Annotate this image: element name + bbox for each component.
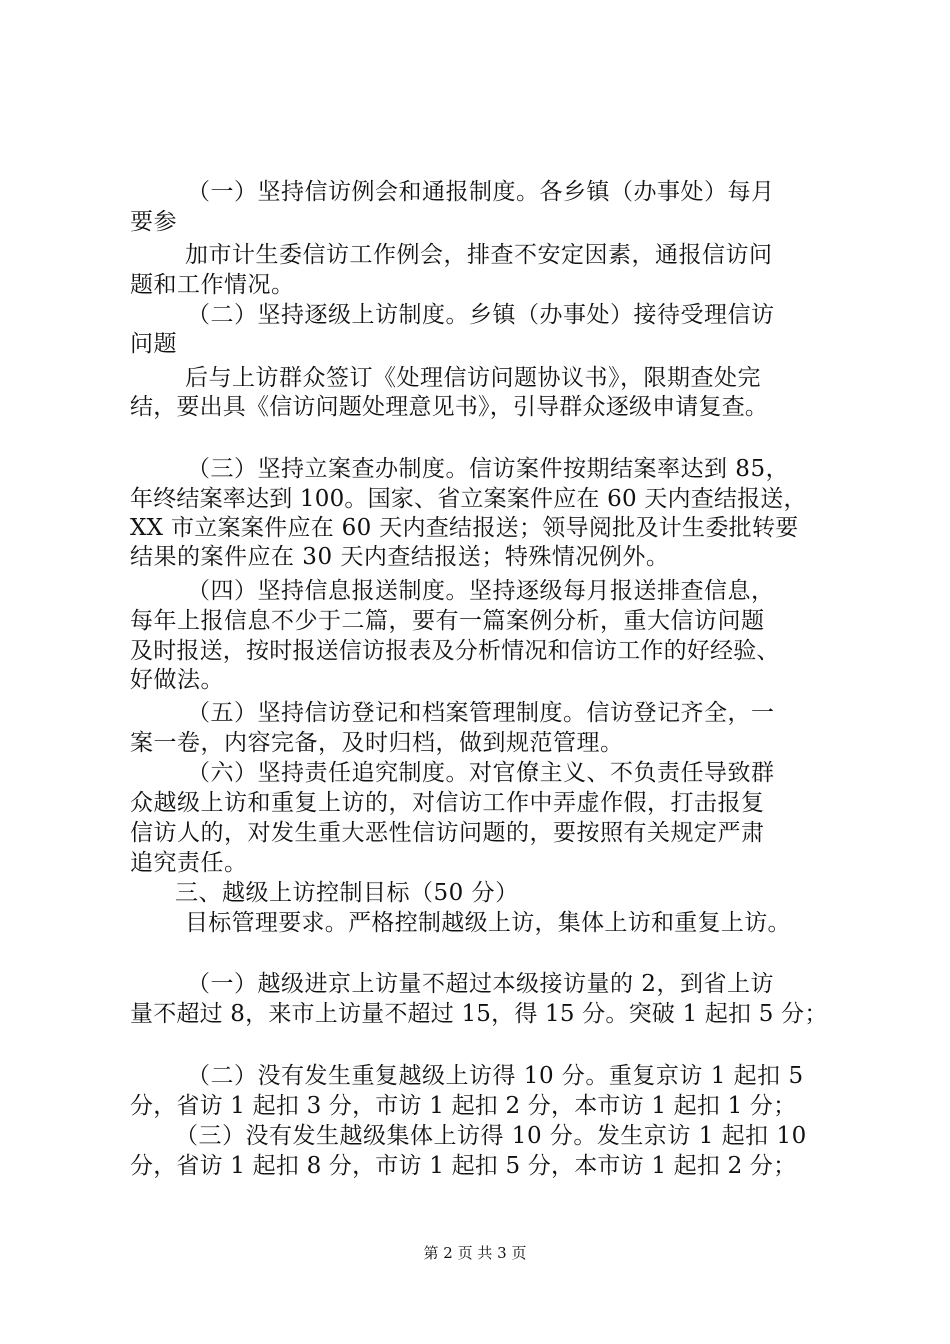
paragraph-6-line-2: 每年上报信息不少于二篇，要有一篇案例分析，重大信访问题 xyxy=(130,608,765,634)
paragraph-2-line-1: 加市计生委信访工作例会，排查不安定因素，通报信访问 xyxy=(185,242,773,268)
paragraph-6-line-1: （四）坚持信息报送制度。坚持逐级每月报送排查信息， xyxy=(187,578,775,604)
paragraph-8-line-1: （六）坚持责任追究制度。对官僚主义、不负责任导致群 xyxy=(187,760,775,786)
paragraph-4-line-2: 结，要出具《信访问题处理意见书》，引导群众逐级申请复查。 xyxy=(130,394,769,420)
paragraph-4-line-1: 后与上访群众签订《处理信访问题协议书》，限期查处完 xyxy=(185,365,761,391)
item-3-line-1: （三）没有发生越级集体上访得 10 分。发生京访 1 起扣 10 xyxy=(175,1123,807,1149)
paragraph-6-line-4: 好做法。 xyxy=(130,667,224,693)
paragraph-1-line-1: （一）坚持信访例会和通报制度。各乡镇（办事处）每月 xyxy=(187,179,775,205)
paragraph-5-line-1: （三）坚持立案查办制度。信访案件按期结案率达到 85， xyxy=(187,456,790,482)
paragraph-5-line-2: 年终结案率达到 100。国家、省立案案件应在 60 天内查结报送， xyxy=(130,486,807,512)
paragraph-2-line-2: 题和工作情况。 xyxy=(130,272,295,298)
paragraph-3-line-2: 问题 xyxy=(130,331,177,357)
section-intro: 目标管理要求。严格控制越级上访，集体上访和重复上访。 xyxy=(185,910,791,936)
paragraph-8-line-2: 众越级上访和重复上访的，对信访工作中弄虚作假，打击报复 xyxy=(130,790,765,816)
paragraph-8-line-3: 信访人的，对发生重大恶性信访问题的，要按照有关规定严肃 xyxy=(130,820,765,846)
paragraph-6-line-3: 及时报送，按时报送信访报表及分析情况和信访工作的好经验、 xyxy=(130,638,780,664)
page-number-footer: 第 2 页 共 3 页 xyxy=(423,1244,527,1262)
paragraph-5-line-3: XX 市立案案件应在 60 天内查结报送；领导阅批及计生委批转要 xyxy=(130,515,799,541)
paragraph-1-line-2: 要参 xyxy=(130,209,177,235)
item-2-line-2: 分，省访 1 起扣 3 分，市访 1 起扣 2 分，本市访 1 起扣 1 分； xyxy=(130,1093,797,1119)
paragraph-7-line-2: 案一卷，内容完备，及时归档，做到规范管理。 xyxy=(130,730,624,756)
item-1-line-1: （一）越级进京上访量不超过本级接访量的 2，到省上访 xyxy=(187,971,774,997)
item-1-line-2: 量不超过 8，来市上访量不超过 15，得 15 分。突破 1 起扣 5 分； xyxy=(130,1001,828,1027)
paragraph-3-line-1: （二）坚持逐级上访制度。乡镇（办事处）接待受理信访 xyxy=(187,302,775,328)
section-heading: 三、越级上访控制目标（50 分） xyxy=(175,880,519,906)
paragraph-5-line-4: 结果的案件应在 30 天内查结报送；特殊情况例外。 xyxy=(130,544,670,570)
item-3-line-2: 分，省访 1 起扣 8 分，市访 1 起扣 5 分，本市访 1 起扣 2 分； xyxy=(130,1153,797,1179)
paragraph-8-line-4: 追究责任。 xyxy=(130,850,248,876)
item-2-line-1: （二）没有发生重复越级上访得 10 分。重复京访 1 起扣 5 xyxy=(187,1063,804,1089)
paragraph-7-line-1: （五）坚持信访登记和档案管理制度。信访登记齐全，一 xyxy=(187,700,775,726)
